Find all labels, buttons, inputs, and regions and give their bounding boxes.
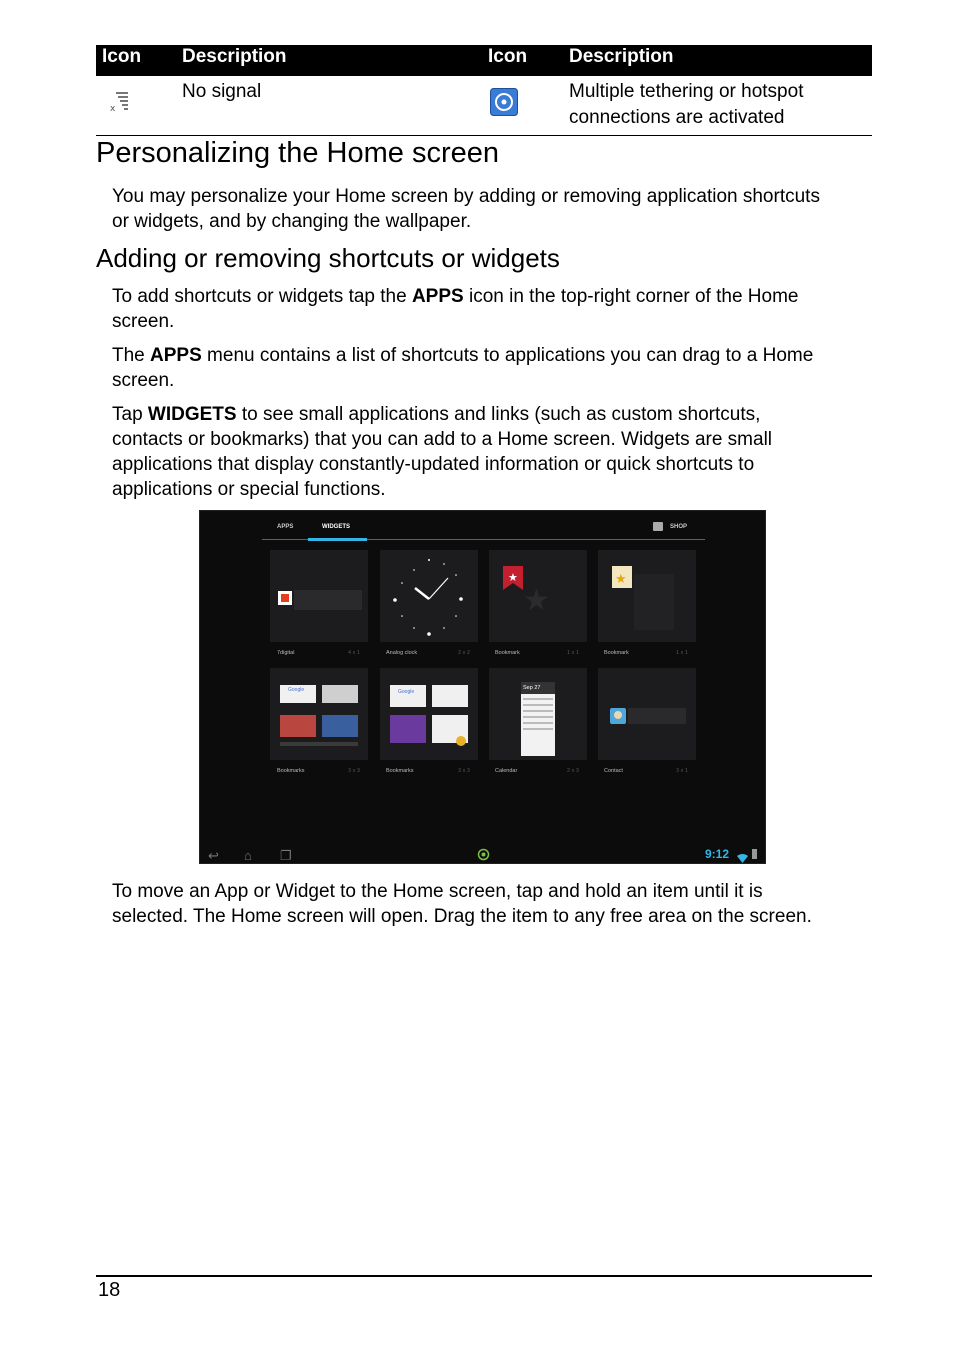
widget-tile-7digital[interactable] [270, 550, 368, 642]
widget-size: 2 x 3 [567, 768, 579, 774]
widget-size: 4 x 1 [348, 650, 360, 656]
widget-tile-bookmarks[interactable]: Google [380, 668, 478, 760]
widget-label: Bookmarks [277, 768, 305, 774]
widget-size: 3 x 3 [458, 768, 470, 774]
widget-tile-bookmark[interactable] [489, 550, 587, 642]
header-icon-2: Icon [488, 46, 528, 67]
widget-size: 1 x 1 [676, 650, 688, 656]
paragraph-apps-icon: To add shortcuts or widgets tap the APPS icon in the top-right corner of the Home screen. [112, 286, 799, 332]
widgets-screenshot [199, 510, 766, 864]
no-signal-description: No signal [182, 81, 262, 102]
widget-size: 3 x 1 [676, 768, 688, 774]
bookmark-ribbon-icon [489, 550, 587, 642]
final-paragraph: To move an App or Widget to the Home screen, tap and hold an item until it is selected. The Home screen will open. Drag the item to any free area on the screen. [112, 881, 812, 927]
table-row [96, 76, 872, 136]
paragraph-widgets: Tap WIDGETS to see small applications and links (such as custom shortcuts, contacts or bookmarks) that you can add to a Home screen. Widgets are small applications that display constantly-updated information or quick shortcuts to applications or special functions. [112, 404, 773, 500]
recent-apps-icon[interactable]: ❐ [280, 848, 292, 863]
icon-table [96, 45, 872, 136]
svg-text:x: x [110, 104, 116, 112]
widget-label: Contact [604, 768, 623, 774]
section-intro: You may personalize your Home screen by adding or removing application shortcuts or widgets, and by changing the wallpaper. [112, 186, 820, 232]
widget-tile-bookmarks[interactable]: Google [270, 668, 368, 760]
widget-size: 3 x 3 [348, 768, 360, 774]
subsection-title: Adding or removing shortcuts or widgets [96, 243, 560, 273]
header-icon-1: Icon [102, 46, 142, 67]
widget-tile-contact[interactable] [598, 668, 696, 760]
paragraph-apps-menu: The APPS menu contains a list of shortcuts to applications you can drag to a Home screen. [112, 345, 814, 391]
footer-rule [96, 1275, 872, 1277]
wifi-icon [737, 850, 748, 864]
widget-tile-bookmark[interactable] [598, 550, 696, 642]
page-number: 18 [98, 1279, 121, 1301]
widget-label: Calendar [495, 768, 518, 774]
section-title: Personalizing the Home screen [96, 137, 499, 169]
widget-label: Bookmarks [386, 768, 414, 774]
widget-label: 7digital [277, 650, 295, 656]
no-signal-icon [110, 90, 130, 118]
svg-text:★: ★ [615, 572, 627, 587]
analog-clock-icon [380, 550, 478, 642]
battery-icon [752, 849, 757, 859]
shop-bag-icon[interactable] [653, 522, 663, 531]
bookmark-page-icon [598, 550, 696, 642]
tethering-hotspot-icon [490, 88, 518, 122]
back-icon[interactable]: ↩ [208, 848, 219, 863]
table-header [96, 45, 872, 76]
header-description-1: Description [182, 46, 287, 67]
hotspot-status-icon [477, 848, 490, 864]
status-clock: 9:12 [705, 847, 730, 861]
contact-icon [610, 708, 626, 724]
calendar-preview: Sep 27 [521, 682, 555, 756]
shop-button[interactable]: SHOP [670, 524, 688, 530]
widget-label: Analog clock [386, 650, 418, 656]
header-description-2: Description [569, 46, 674, 67]
7digital-icon [278, 591, 292, 605]
widget-label: Bookmark [495, 650, 520, 656]
svg-text:★: ★ [508, 571, 518, 584]
widget-size: 1 x 1 [567, 650, 579, 656]
widget-label: Bookmark [604, 650, 629, 656]
home-icon[interactable]: ⌂ [244, 848, 252, 863]
widget-tile-calendar[interactable] [489, 668, 587, 760]
tethering-description: Multiple tethering or hotspot connections are activated [569, 81, 804, 128]
svg-text:★: ★ [523, 583, 550, 618]
tab-apps[interactable]: APPS [277, 524, 294, 530]
widget-tile-analog-clock[interactable] [380, 550, 478, 642]
widget-size: 2 x 2 [458, 650, 470, 656]
tab-widgets[interactable]: WIDGETS [322, 524, 350, 530]
tab-selected-indicator [308, 538, 367, 541]
